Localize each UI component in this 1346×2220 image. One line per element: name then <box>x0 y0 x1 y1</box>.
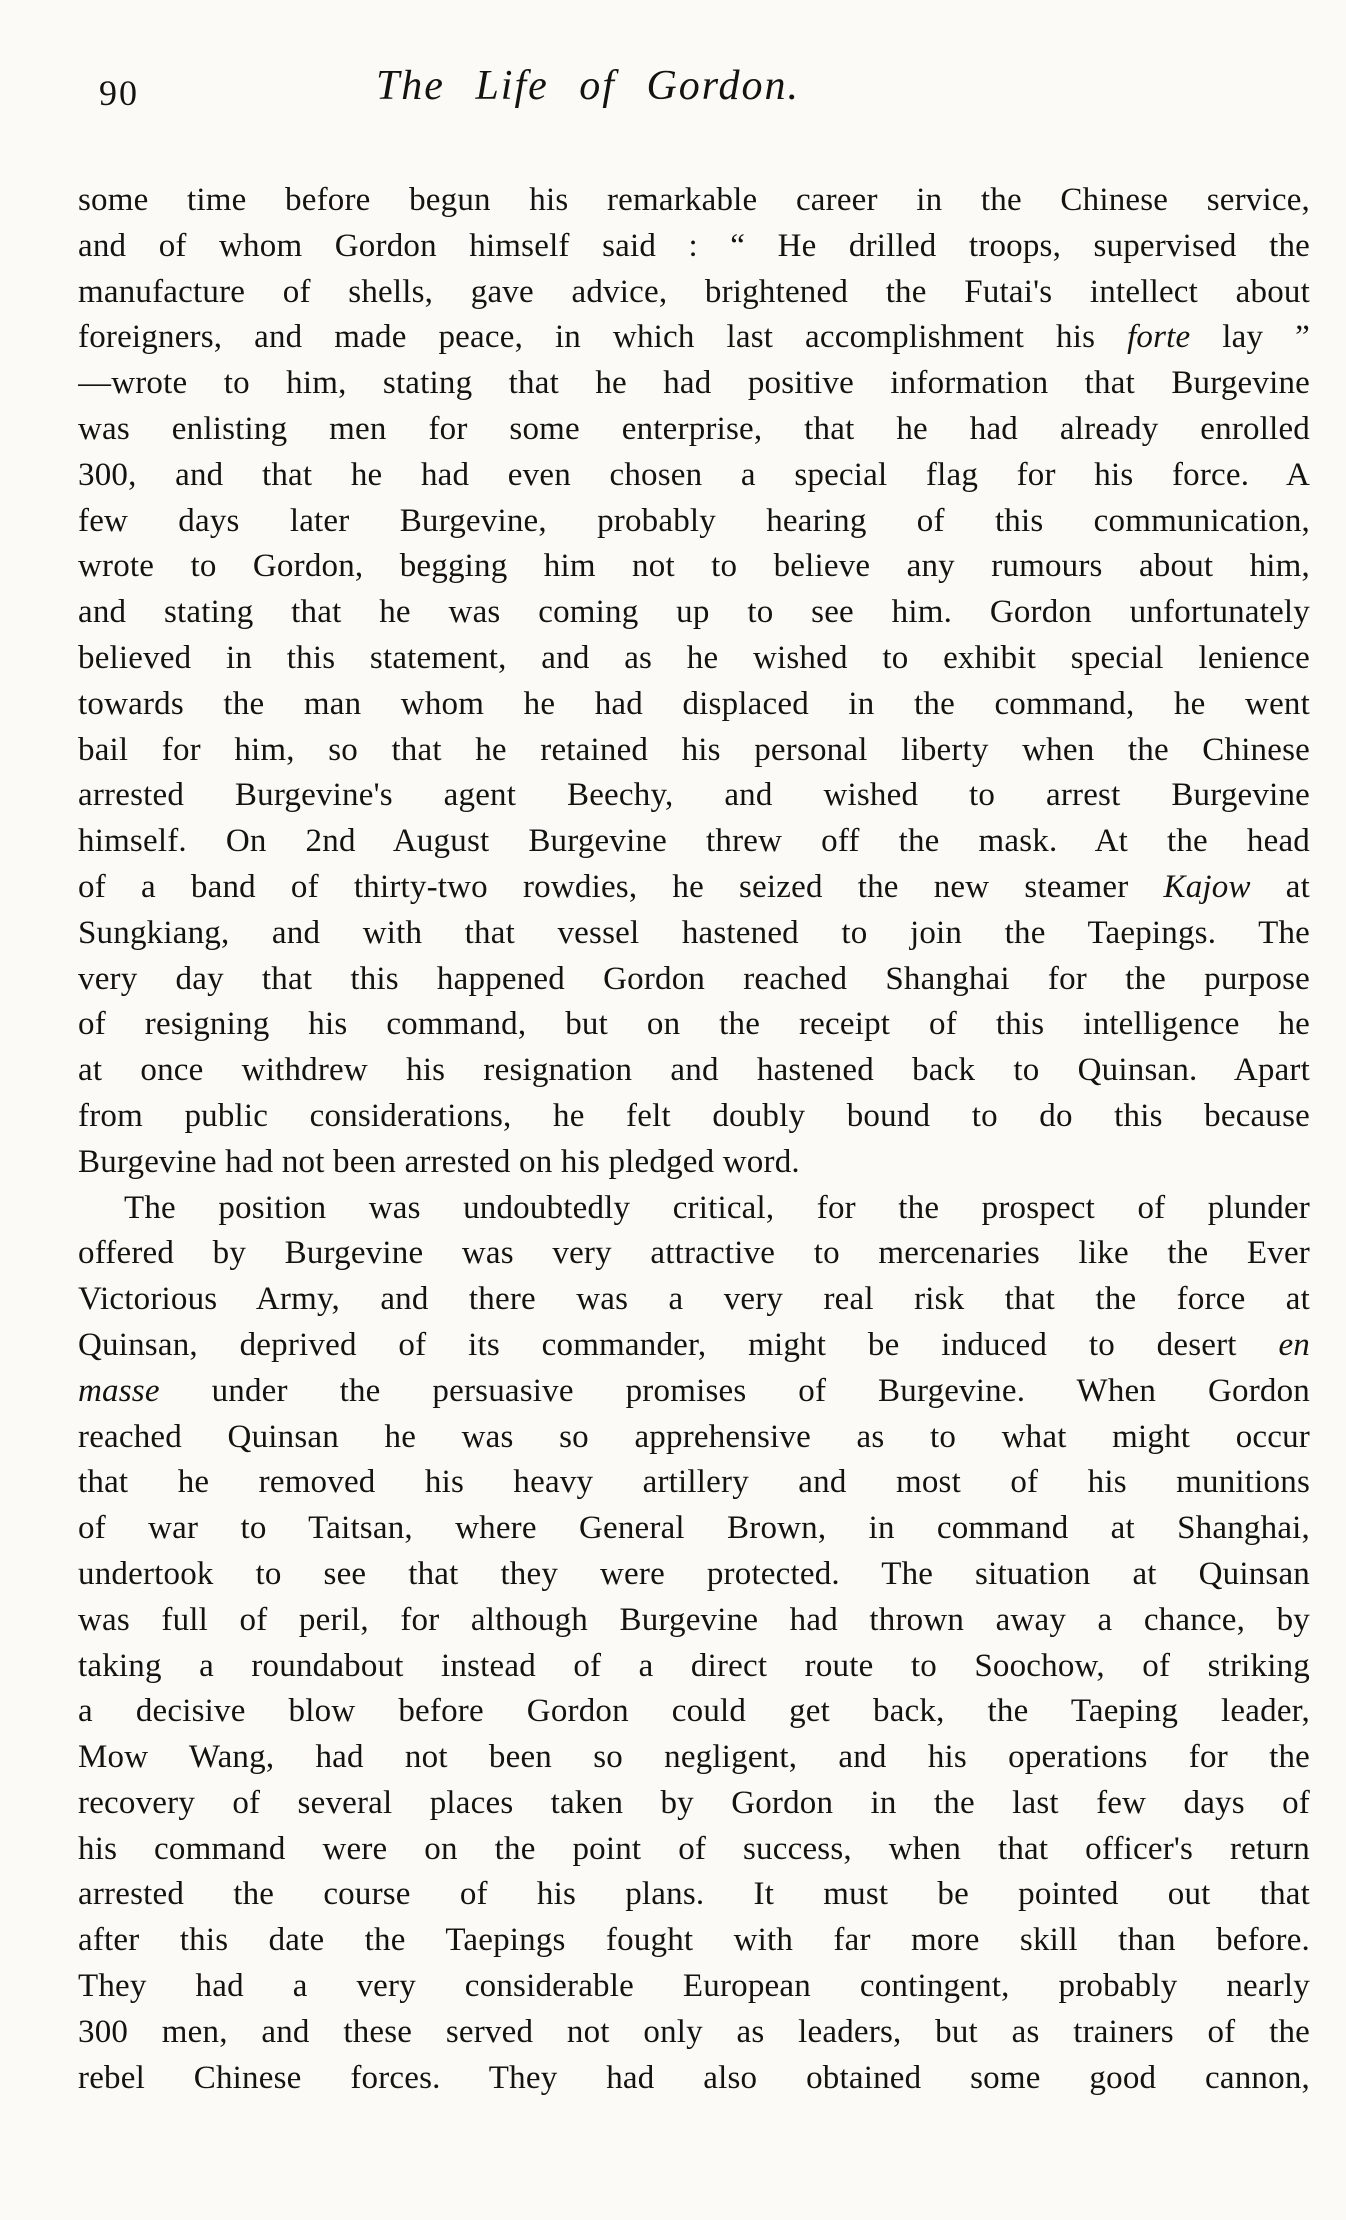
text-line: few days later Burgevine, probably hearing of this communication, <box>78 502 1310 539</box>
text-line: Mow Wang, had not been so negligent, and his operations for the <box>78 1739 1310 1776</box>
text-line: reached Quinsan he was so apprehensive as to what might occur <box>78 1418 1310 1455</box>
text-line: undertook to see that they were protected. The situation at Quinsan <box>78 1555 1310 1592</box>
text-line: masse under the persuasive promises of Burgevine. When Gordon <box>78 1372 1310 1409</box>
text-line: of war to Taitsan, where General Brown, in command at Shanghai, <box>78 1510 1310 1547</box>
text-line: towards the man whom he had displaced in the command, he went <box>78 685 1310 722</box>
text-line: foreigners, and made peace, in which last accomplishment his forte lay ” <box>78 319 1310 356</box>
text-line: himself. On 2nd August Burgevine threw off the mask. At the head <box>78 823 1310 860</box>
running-title: The Life of Gordon. <box>375 63 801 109</box>
page-number: 90 <box>99 73 139 113</box>
text-line: a decisive blow before Gordon could get back, the Taeping leader, <box>78 1693 1310 1730</box>
text-line: arrested Burgevine's agent Beechy, and wished to arrest Burgevine <box>78 777 1310 814</box>
paragraph <box>78 178 1310 1186</box>
text-line: 300, and that he had even chosen a special flag for his force. A <box>78 456 1310 493</box>
text-line: taking a roundabout instead of a direct route to Soochow, of striking <box>78 1647 1310 1684</box>
text-line: at once withdrew his resignation and hastened back to Quinsan. Apart <box>78 1052 1310 1089</box>
text-line: that he removed his heavy artillery and most of his munitions <box>78 1464 1310 1501</box>
text-line: The position was undoubtedly critical, for the prospect of plunder <box>124 1189 1310 1226</box>
text-line: believed in this statement, and as he wished to exhibit special lenience <box>78 639 1310 676</box>
text-line: They had a very considerable European contingent, probably nearly <box>78 1968 1310 2005</box>
text-line: some time before begun his remarkable career in the Chinese service, <box>78 182 1310 218</box>
text-line: his command were on the point of success, when that officer's return <box>78 1830 1310 1867</box>
text-line: and stating that he was coming up to see him. Gordon unfortunately <box>78 594 1310 631</box>
text-line: Victorious Army, and there was a very real risk that the force at <box>78 1281 1310 1318</box>
text-line: very day that this happened Gordon reached Shanghai for the purpose <box>78 960 1310 997</box>
text-line: bail for him, so that he retained his personal liberty when the Chinese <box>78 731 1310 768</box>
text-line: wrote to Gordon, begging him not to believe any rumours about him, <box>78 548 1310 585</box>
text-line: was full of peril, for although Burgevine had thrown away a chance, by <box>78 1601 1310 1638</box>
text-line: after this date the Taepings fought with far more skill than before. <box>78 1922 1310 1959</box>
text-line: —wrote to him, stating that he had positive information that Burgevine <box>78 365 1310 402</box>
text-line: arrested the course of his plans. It must be pointed out that <box>78 1876 1310 1913</box>
text-line: 300 men, and these served not only as leaders, but as trainers of the <box>78 2013 1310 2050</box>
text-line: Burgevine had not been arrested on his pledged word. <box>78 1143 800 1180</box>
text-line: was enlisting men for some enterprise, that he had already enrolled <box>78 410 1310 447</box>
paragraph <box>78 1186 1310 2102</box>
text-line: from public considerations, he felt doubly bound to do this because <box>78 1097 1310 1134</box>
text-block <box>78 178 1310 2101</box>
text-line: Sungkiang, and with that vessel hastened to join the Taepings. The <box>78 914 1310 951</box>
text-line: recovery of several places taken by Gordon in the last few days of <box>78 1784 1310 1821</box>
text-line: rebel Chinese forces. They had also obtained some good cannon, <box>78 2059 1310 2096</box>
text-line: offered by Burgevine was very attractive to mercenaries like the Ever <box>78 1235 1310 1272</box>
text-line: of a band of thirty-two rowdies, he seized the new steamer Kajow at <box>78 868 1310 905</box>
text-line: manufacture of shells, gave advice, brightened the Futai's intellect about <box>78 273 1310 310</box>
text-line: of resigning his command, but on the receipt of this intelligence he <box>78 1006 1310 1043</box>
text-line: and of whom Gordon himself said : “ He drilled troops, supervised the <box>78 227 1310 264</box>
text-line: Quinsan, deprived of its commander, might be induced to desert en <box>78 1326 1310 1363</box>
